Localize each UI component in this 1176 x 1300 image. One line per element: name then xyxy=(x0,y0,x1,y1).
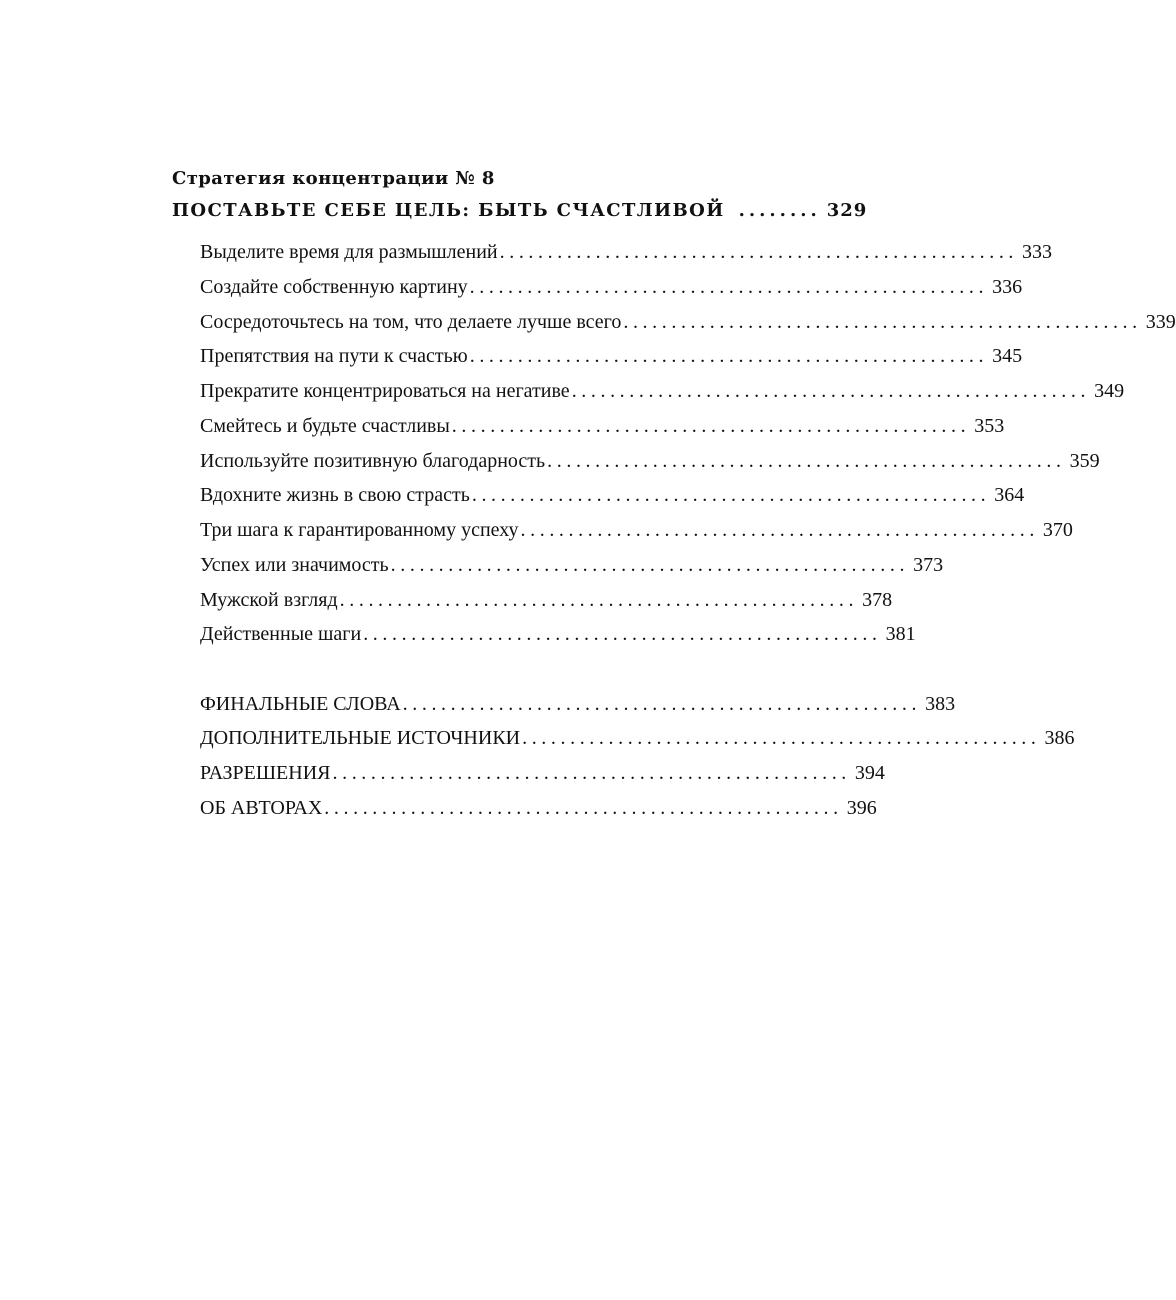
entry-title: Смейтесь и будьте счастливы xyxy=(200,415,450,437)
dot-leader: ...................................................... xyxy=(522,727,1041,749)
chapter-heading-row xyxy=(172,200,868,221)
entry-page-number: 383 xyxy=(925,693,956,715)
dot-leader: ...................................................... xyxy=(499,241,1019,263)
dot-leader: ...................................................... xyxy=(623,311,1142,333)
entry-title: ДОПОЛНИТЕЛЬНЫЕ ИСТОЧНИКИ xyxy=(200,727,521,749)
dot-leader: ...................................................... xyxy=(520,519,1039,541)
dot-leader: ...................................................... xyxy=(390,554,910,576)
toc-entry xyxy=(200,450,1100,473)
dot-leader: ...................................................... xyxy=(451,415,971,437)
entry-page-number: 364 xyxy=(994,484,1025,506)
entry-title: Три шага к гарантированному успеху xyxy=(200,519,519,541)
entry-title: Вдохните жизнь в свою страсть xyxy=(200,484,470,506)
dot-leader: ...................................................... xyxy=(471,484,991,506)
dot-leader: ...................................................... xyxy=(547,450,1066,472)
dot-leader: ...................................................... xyxy=(469,345,989,367)
entry-title: Используйте позитивную благодарность xyxy=(200,450,546,472)
dot-leader: ...................................................... xyxy=(332,762,851,784)
toc-entry xyxy=(200,519,1073,542)
entry-title: Успех или значимость xyxy=(200,554,389,576)
toc-entry xyxy=(200,484,1025,507)
entry-title: ФИНАЛЬНЫЕ СЛОВА xyxy=(200,693,401,715)
dot-leader: ...................................................... xyxy=(402,693,922,715)
strategy-label: Стратегия концентрации № 8 xyxy=(172,168,495,189)
back-matter-entry xyxy=(200,727,1075,750)
entry-title: Выделите время для размышлений xyxy=(200,241,498,263)
toc-entry xyxy=(200,589,893,612)
entry-title: Действенные шаги xyxy=(200,623,362,645)
toc-entry xyxy=(200,311,1176,334)
entry-title: Препятствия на пути к счастью xyxy=(200,345,468,367)
toc-entry xyxy=(200,554,944,577)
entry-page-number: 386 xyxy=(1044,727,1075,749)
entry-page-number: 378 xyxy=(862,589,893,611)
toc-entry xyxy=(200,276,1023,299)
chapter-page-number: 329 xyxy=(826,200,868,221)
back-matter-entry xyxy=(200,693,956,716)
entry-title: Создайте собственную картину xyxy=(200,276,468,298)
entry-title: Сосредоточьтесь на том, что делаете лучше всего xyxy=(200,311,622,333)
toc-entry xyxy=(200,380,1125,403)
toc-entry xyxy=(200,345,1023,368)
chapter-title: ПОСТАВЬТЕ СЕБЕ ЦЕЛЬ: БЫТЬ СЧАСТЛИВОЙ xyxy=(172,200,725,221)
toc-entry xyxy=(200,415,1005,438)
back-matter-entry xyxy=(200,762,885,785)
entry-page-number: 336 xyxy=(992,276,1023,298)
entry-page-number: 396 xyxy=(846,797,877,819)
entry-page-number: 381 xyxy=(885,623,916,645)
entry-page-number: 359 xyxy=(1069,450,1100,472)
entry-page-number: 370 xyxy=(1042,519,1073,541)
entry-title: Мужской взгляд xyxy=(200,589,338,611)
entry-title: РАЗРЕШЕНИЯ xyxy=(200,762,331,784)
dot-leader: ...................................................... xyxy=(339,589,859,611)
entry-page-number: 345 xyxy=(992,345,1023,367)
entry-page-number: 394 xyxy=(854,762,885,784)
toc-entry xyxy=(200,241,1053,264)
entry-page-number: 349 xyxy=(1094,380,1125,402)
dot-leader: ...................................................... xyxy=(571,380,1091,402)
toc-entry xyxy=(200,623,916,646)
dot-leader: ...................................................... xyxy=(469,276,989,298)
entry-page-number: 373 xyxy=(913,554,944,576)
dot-leader: ...................................................... xyxy=(324,797,843,819)
entry-title: ОБ АВТОРАХ xyxy=(200,797,323,819)
back-matter-entry xyxy=(200,797,877,820)
entry-title: Прекратите концентрироваться на негативе xyxy=(200,380,570,402)
entry-page-number: 353 xyxy=(974,415,1005,437)
entry-page-number: 333 xyxy=(1022,241,1053,263)
entry-page-number: 339 xyxy=(1145,311,1176,333)
dot-leader: ...................................................... xyxy=(363,623,882,645)
dot-leader: ........ xyxy=(738,200,821,221)
